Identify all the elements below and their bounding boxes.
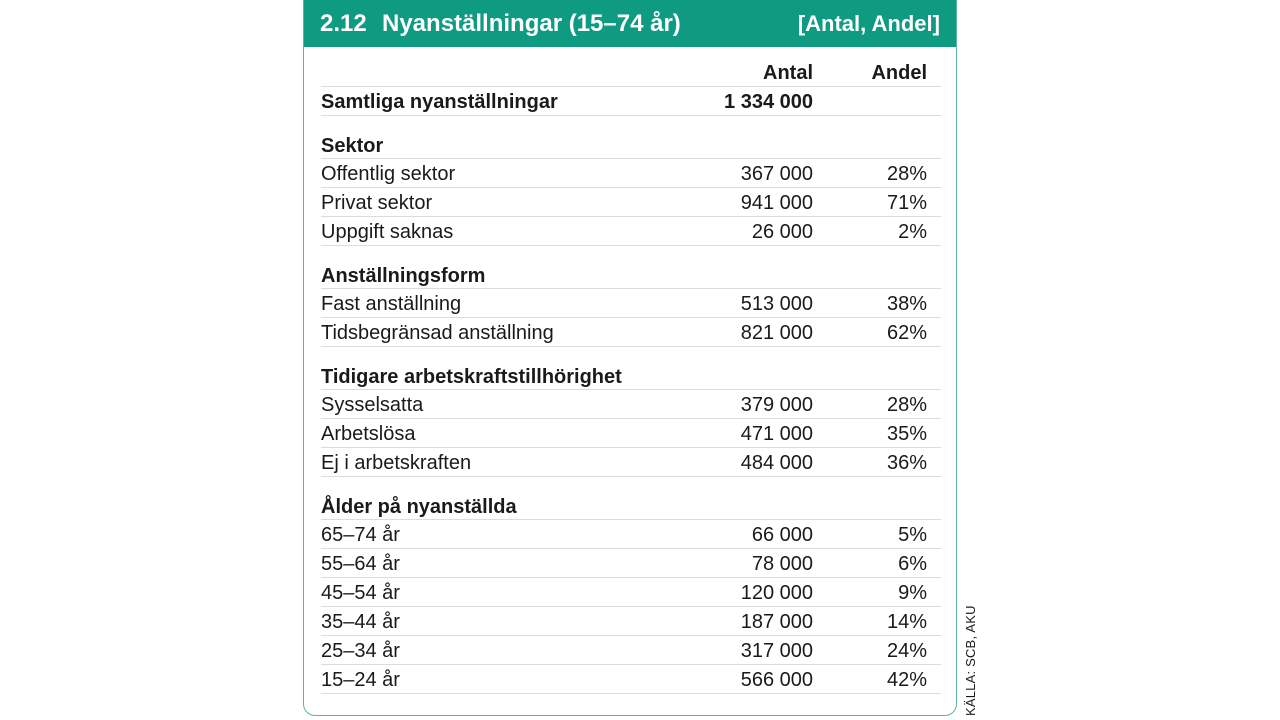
row-label: 15–24 år — [321, 669, 400, 691]
column-header-row — [321, 58, 941, 87]
table-title: Nyanställningar (15–74 år) — [382, 10, 681, 37]
table-row — [321, 390, 941, 419]
table-card — [303, 0, 957, 716]
row-andel: 9% — [898, 582, 927, 604]
column-header-antal: Antal — [763, 62, 813, 84]
row-andel: 24% — [886, 640, 927, 662]
table-row — [321, 159, 941, 188]
row-label: Arbetslösa — [321, 423, 416, 445]
row-label: Sysselsatta — [321, 394, 424, 416]
table-row — [321, 217, 941, 246]
table-row — [321, 188, 941, 217]
section-title: Sektor — [321, 135, 384, 157]
row-label: 35–44 år — [321, 611, 400, 633]
row-antal: 471 000 — [740, 423, 813, 445]
table-row — [321, 578, 941, 607]
row-antal: 566 000 — [740, 669, 813, 691]
row-antal: 120 000 — [740, 582, 813, 604]
row-antal: 317 000 — [740, 640, 813, 662]
row-antal: 379 000 — [740, 394, 813, 416]
row-antal: 66 000 — [751, 524, 813, 546]
row-label: Tidsbegränsad anställning — [321, 322, 554, 344]
section-heading — [321, 492, 941, 520]
source-note: KÄLLA: SCB, AKU — [963, 605, 978, 716]
row-antal: 821 000 — [740, 322, 813, 344]
table-row — [321, 289, 941, 318]
row-andel: 38% — [886, 293, 927, 315]
row-andel: 62% — [886, 322, 927, 344]
row-label: Ej i arbetskraften — [321, 452, 472, 474]
row-andel: 6% — [898, 553, 927, 575]
data-table — [321, 58, 941, 694]
row-antal: 513 000 — [740, 293, 813, 315]
row-label: 45–54 år — [321, 582, 400, 604]
table-row — [321, 549, 941, 578]
row-antal: 187 000 — [740, 611, 813, 633]
section-heading — [321, 131, 941, 159]
row-antal: 941 000 — [740, 192, 813, 214]
table-unit: [Antal, Andel] — [797, 11, 940, 36]
total-row — [321, 87, 941, 116]
row-antal: 367 000 — [740, 163, 813, 185]
table-row — [321, 448, 941, 477]
section-title: Anställningsform — [321, 265, 486, 287]
row-antal: 78 000 — [751, 553, 813, 575]
row-label: 65–74 år — [321, 524, 400, 546]
row-andel: 28% — [886, 163, 927, 185]
table-row — [321, 665, 941, 694]
row-andel: 5% — [898, 524, 927, 546]
section-title: Ålder på nyanställda — [321, 496, 517, 518]
table-number: 2.12 — [320, 10, 367, 37]
row-andel: 28% — [886, 394, 927, 416]
row-label: Uppgift saknas — [321, 221, 454, 243]
total-label: Samtliga nyanställningar — [321, 91, 558, 113]
row-label: Offentlig sektor — [321, 163, 456, 185]
row-andel: 42% — [886, 669, 927, 691]
table-row — [321, 318, 941, 347]
row-andel: 35% — [886, 423, 927, 445]
table-row — [321, 636, 941, 665]
row-antal: 26 000 — [751, 221, 813, 243]
row-antal: 484 000 — [740, 452, 813, 474]
row-andel: 2% — [898, 221, 927, 243]
row-label: 25–34 år — [321, 640, 400, 662]
table-row — [321, 607, 941, 636]
row-andel: 14% — [886, 611, 927, 633]
row-label: Fast anställning — [321, 293, 462, 315]
total-antal: 1 334 000 — [724, 91, 813, 113]
row-label: 55–64 år — [321, 553, 400, 575]
row-label: Privat sektor — [321, 192, 433, 214]
section-title: Tidigare arbetskraftstillhörighet — [321, 366, 622, 388]
section-heading — [321, 362, 941, 390]
row-andel: 71% — [886, 192, 927, 214]
section-heading — [321, 261, 941, 289]
table-row — [321, 520, 941, 549]
table-header — [304, 0, 956, 47]
column-header-andel: Andel — [871, 62, 927, 84]
row-andel: 36% — [886, 452, 927, 474]
table-row — [321, 419, 941, 448]
